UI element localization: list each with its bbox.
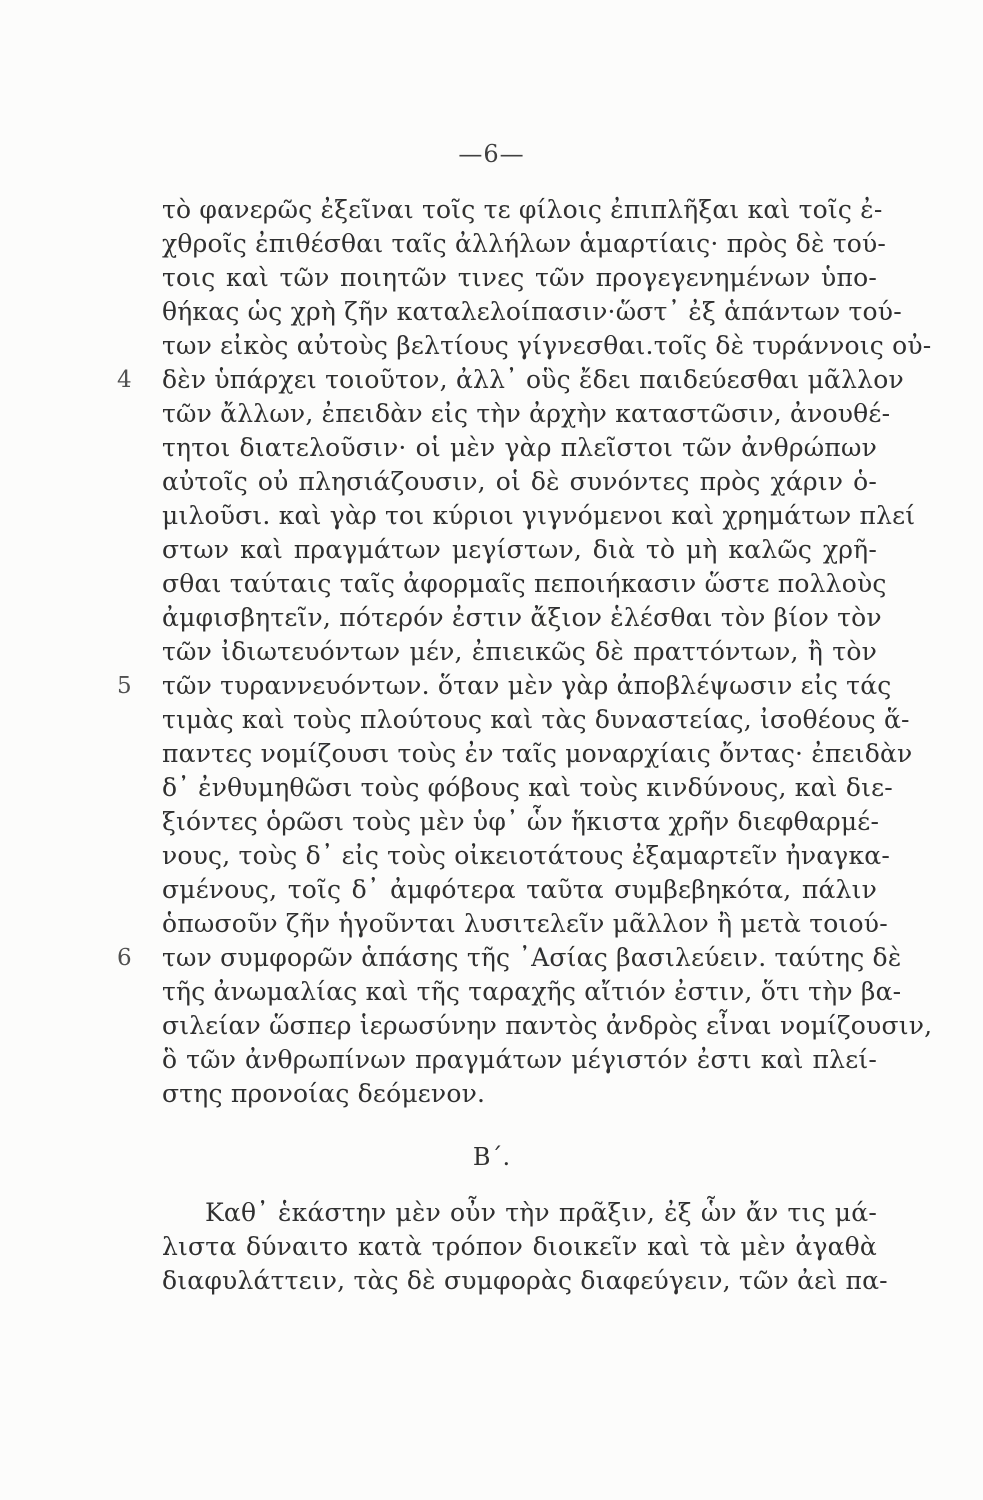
text-line: στης προνοίας δεόμενον. bbox=[162, 1079, 486, 1108]
section-heading: Β΄. bbox=[472, 1143, 511, 1171]
text-line: Καθ᾿ ἑκάστην μὲν οὖν τὴν πρᾶξιν, ἐξ ὧν ἄν τις μά- bbox=[205, 1198, 877, 1227]
text-line: ἀμφισβητεῖν, πότερόν ἐστιν ἄξιον ἑλέσθαι τὸν βίον τὸν bbox=[162, 603, 882, 632]
text-line: τῶν ἰδιωτευόντων μέν, ἐπιεικῶς δὲ πραττόντων, ἢ τὸν bbox=[162, 637, 877, 666]
margin-section-number: 5 bbox=[117, 673, 132, 699]
text-line: τοις καὶ τῶν ποιητῶν τινες τῶν προγεγενημένων ὑπο- bbox=[162, 263, 877, 292]
margin-section-number: 4 bbox=[117, 367, 132, 393]
text-line: μιλοῦσι. καὶ γὰρ τοι κύριοι γιγνόμενοι καὶ χρημάτων πλεί bbox=[162, 501, 916, 530]
text-line: δ᾿ ἐνθυμηθῶσι τοὺς φόβους καὶ τοὺς κινδύνους, καὶ διε- bbox=[162, 773, 893, 802]
text-line: θήκας ὡς χρὴ ζῆν καταλελοίπασιν·ὥστ᾿ ἐξ ἁπάντων τού- bbox=[162, 297, 902, 326]
text-line: τῶν τυραννευόντων. ὅταν μὲν γὰρ ἀποβλέψωσιν εἰς τάς bbox=[162, 671, 892, 700]
margin-section-number: 6 bbox=[117, 945, 132, 971]
text-line: τῆς ἀνωμαλίας καὶ τῆς ταραχῆς αἴτιόν ἐστιν, ὅτι τὴν βα- bbox=[162, 977, 902, 1006]
text-line: στων καὶ πραγμάτων μεγίστων, διὰ τὸ μὴ καλῶς χρῆ- bbox=[162, 535, 877, 564]
text-line: τιμὰς καὶ τοὺς πλούτους καὶ τὰς δυναστείας, ἰσοθέους ἅ- bbox=[162, 705, 910, 734]
text-line: παντες νομίζουσι τοὺς ἐν ταῖς μοναρχίαις ὄντας· ἐπειδὰν bbox=[162, 739, 913, 768]
text-line: σιλείαν ὥσπερ ἱερωσύνην παντὸς ἀνδρὸς εἶναι νομίζουσιν, bbox=[162, 1011, 933, 1040]
text-line: σθαι ταύταις ταῖς ἀφορμαῖς πεποιήκασιν ὥστε πολλοὺς bbox=[162, 569, 887, 598]
text-line: τητοι διατελοῦσιν· οἱ μὲν γὰρ πλεῖστοι τῶν ἀνθρώπων bbox=[162, 433, 877, 462]
text-line: των εἰκὸς αὐτοὺς βελτίους γίγνεσθαι.τοῖς δὲ τυράννοις οὐ- bbox=[162, 331, 932, 360]
text-line: αὐτοῖς οὐ πλησιάζουσιν, οἱ δὲ συνόντες πρὸς χάριν ὁ- bbox=[162, 467, 877, 496]
page-number: —6— bbox=[458, 140, 525, 168]
text-line: νους, τοὺς δ᾿ εἰς τοὺς οἰκειοτάτους ἐξαμαρτεῖν ἠναγκα- bbox=[162, 841, 890, 870]
text-line: λιστα δύναιτο κατὰ τρόπον διοικεῖν καὶ τὰ μὲν ἀγαθὰ bbox=[162, 1232, 877, 1261]
text-line: ὁπωσοῦν ζῆν ἡγοῦνται λυσιτελεῖν μᾶλλον ἢ μετὰ τοιού- bbox=[162, 909, 888, 938]
text-line: διαφυλάττειν, τὰς δὲ συμφορὰς διαφεύγειν, τῶν ἀεὶ πα- bbox=[162, 1266, 888, 1295]
text-line: σμένους, τοῖς δ᾿ ἀμφότερα ταῦτα συμβεβηκότα, πάλιν bbox=[162, 875, 877, 904]
text-line: ξιόντες ὁρῶσι τοὺς μὲν ὑφ᾿ ὧν ἥκιστα χρῆν διεφθαρμέ- bbox=[162, 807, 880, 836]
text-line: τῶν ἄλλων, ἐπειδὰν εἰς τὴν ἀρχὴν καταστῶσιν, ἀνουθέ- bbox=[162, 399, 891, 428]
text-line: τὸ φανερῶς ἐξεῖναι τοῖς τε φίλοις ἐπιπλῆξαι καὶ τοῖς ἐ- bbox=[162, 195, 883, 224]
text-line: ὃ τῶν ἀνθρωπίνων πραγμάτων μέγιστόν ἐστι καὶ πλεί- bbox=[162, 1045, 877, 1074]
text-line: των συμφορῶν ἁπάσης τῆς ᾿Ασίας βασιλεύειν. ταύτης δὲ bbox=[162, 943, 902, 972]
text-line: χθροῖς ἐπιθέσθαι ταῖς ἀλλήλων ἁμαρτίαις· πρὸς δὲ τού- bbox=[162, 229, 887, 258]
text-line: δὲν ὑπάρχει τοιοῦτον, ἀλλ᾿ οὓς ἔδει παιδεύεσθαι μᾶλλον bbox=[162, 365, 904, 394]
